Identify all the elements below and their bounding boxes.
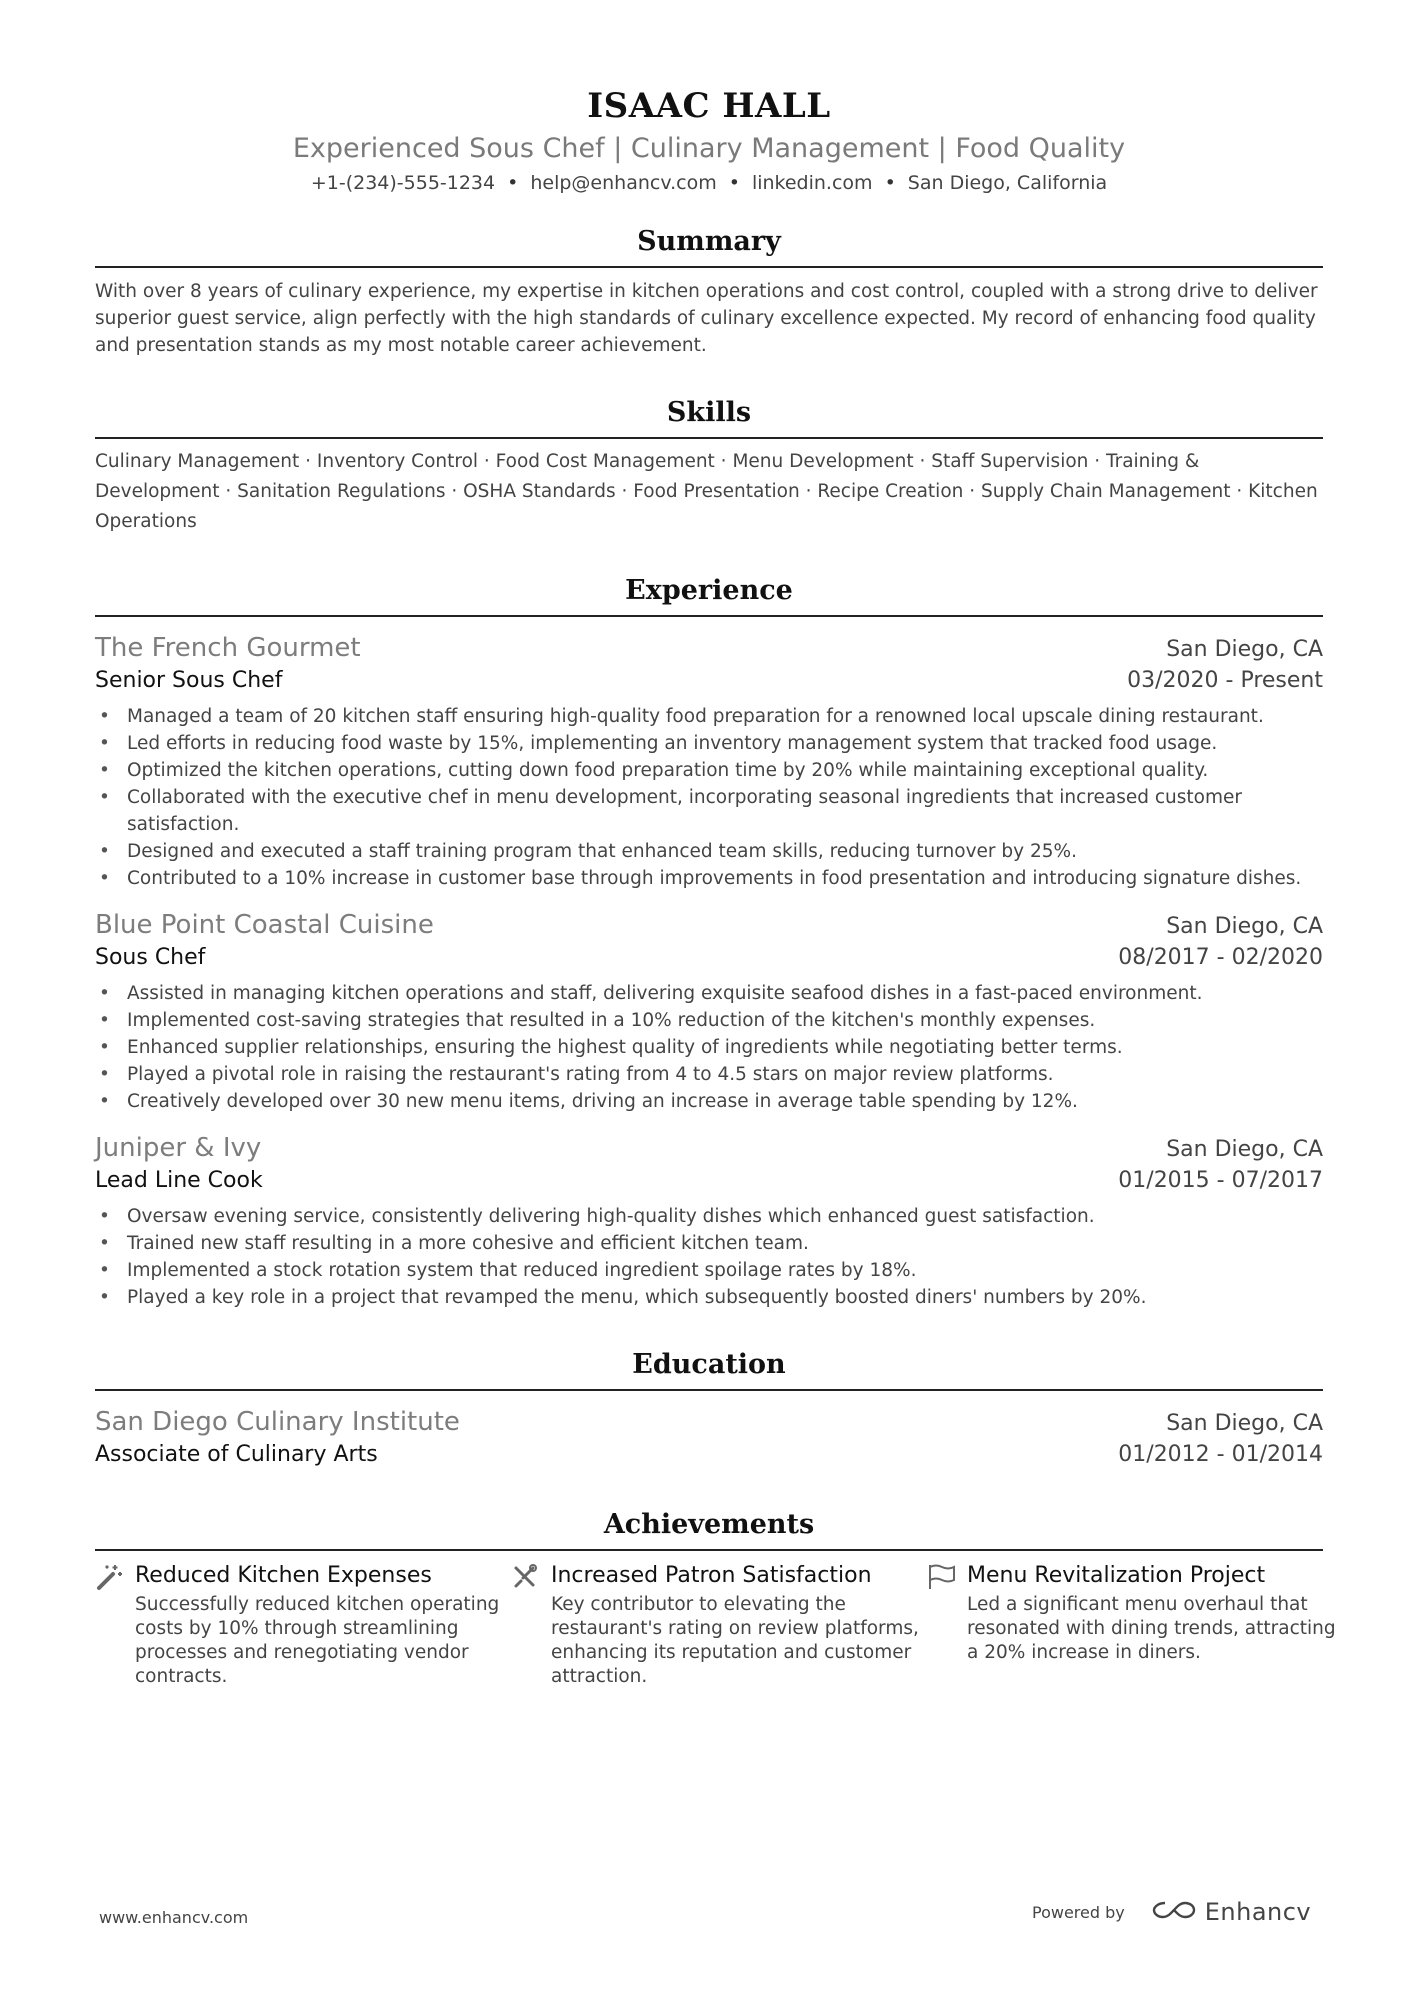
contact-phone: +1-(234)-555-1234	[310, 172, 496, 194]
job-company: The French Gourmet	[95, 633, 361, 663]
contact-linkedin: linkedin.com	[751, 172, 873, 194]
job-location: San Diego, CA	[1166, 637, 1323, 662]
job-dates: 03/2020 - Present	[1127, 668, 1323, 693]
job-entry	[95, 908, 1323, 1115]
education-dates: 01/2012 - 01/2014	[1118, 1442, 1323, 1467]
resume-header	[95, 0, 1323, 196]
summary-text: With over 8 years of culinary experience, my expertise in kitchen operations and cost control, coupled with a strong drive to deliver superior guest service, align perfectly with the high standards of culinary excellence expected. My record of enhancing food quality and presentation stands as my most notable career achievement.	[95, 281, 1318, 356]
section-title-skills: Skills	[95, 395, 1323, 439]
education-location: San Diego, CA	[1166, 1411, 1323, 1436]
skills-list: Culinary Management · Inventory Control · Food Cost Management · Menu Development · Staff Supervision · Training & Development · Sanitation Regulations · OSHA Standards · Food Presentation · Recipe Creation · Supply Chain Management · Kitchen Operations	[95, 451, 1318, 532]
education-entry	[95, 1405, 1323, 1471]
enhancv-logo-icon	[1151, 1898, 1197, 1926]
achievement-desc: Successfully reduced kitchen operating costs by 10% through streamlining processes and renegotiating vendor contracts.	[135, 1594, 500, 1687]
experience-section	[95, 573, 1323, 1311]
section-title-achievements: Achievements	[95, 1507, 1323, 1551]
skills-section	[95, 395, 1323, 537]
job-bullet: • Optimized the kitchen operations, cutting down food preparation time by 20% while maintaining exceptional quality.	[127, 757, 1323, 784]
achievement-item	[511, 1561, 927, 1689]
summary-section	[95, 224, 1323, 359]
candidate-tagline: Experienced Sous Chef | Culinary Management | Food Quality	[292, 133, 1126, 164]
job-role: Senior Sous Chef	[95, 668, 283, 693]
education-section	[95, 1347, 1323, 1471]
powered-by-label: Powered by	[1032, 1902, 1125, 1922]
job-entry	[95, 1131, 1323, 1311]
achievement-title: Menu Revitalization Project	[967, 1563, 1266, 1588]
section-title-education: Education	[95, 1347, 1323, 1391]
job-bullet: • Led efforts in reducing food waste by 15%, implementing an inventory management system that tracked food usage.	[127, 730, 1323, 757]
magic-wand-icon	[95, 1561, 135, 1689]
job-entry	[95, 631, 1323, 892]
brand-name: Enhancv	[1204, 1898, 1312, 1926]
job-bullet: • Collaborated with the executive chef in menu development, incorporating seasonal ingredients that increased customer satisfaction.	[127, 784, 1323, 838]
job-bullet: • Managed a team of 20 kitchen staff ensuring high-quality food preparation for a renowned local upscale dining restaurant.	[127, 703, 1323, 730]
candidate-name: ISAAC HALL	[587, 86, 831, 126]
achievements-section	[95, 1507, 1336, 1689]
section-title-experience: Experience	[95, 573, 1323, 617]
job-bullet: • Played a pivotal role in raising the restaurant's rating from 4 to 4.5 stars on major review platforms.	[127, 1061, 1323, 1088]
job-bullets	[95, 980, 1323, 1115]
separator-dot: •	[884, 172, 896, 194]
contact-email: help@enhancv.com	[530, 172, 717, 194]
separator-dot: •	[507, 172, 519, 194]
achievement-desc: Key contributor to elevating the restaurant's rating on review platforms, enhancing its reputation and customer attraction.	[551, 1594, 919, 1687]
achievements-list	[95, 1561, 1336, 1689]
job-bullet: • Played a key role in a project that revamped the menu, which subsequently boosted diners' numbers by 20%.	[127, 1284, 1323, 1311]
job-location: San Diego, CA	[1166, 914, 1323, 939]
job-location: San Diego, CA	[1166, 1137, 1323, 1162]
job-bullet: • Assisted in managing kitchen operations and staff, delivering exquisite seafood dishes in a fast-paced environment.	[127, 980, 1323, 1007]
flag-icon	[927, 1561, 967, 1689]
contact-location: San Diego, California	[907, 172, 1108, 194]
section-title-summary: Summary	[95, 224, 1323, 268]
job-company: Blue Point Coastal Cuisine	[95, 910, 434, 940]
achievement-item	[927, 1561, 1343, 1689]
job-role: Lead Line Cook	[95, 1168, 263, 1193]
education-school: San Diego Culinary Institute	[95, 1407, 460, 1437]
achievement-title: Reduced Kitchen Expenses	[135, 1563, 432, 1588]
achievement-item	[95, 1561, 511, 1689]
job-bullet: • Designed and executed a staff training program that enhanced team skills, reducing turnover by 25%.	[127, 838, 1323, 865]
resume-page	[95, 0, 1336, 1689]
job-bullet: • Creatively developed over 30 new menu items, driving an increase in average table spending by 12%.	[127, 1088, 1323, 1115]
separator-dot: •	[728, 172, 740, 194]
job-bullet: • Implemented a stock rotation system that reduced ingredient spoilage rates by 18%.	[127, 1257, 1323, 1284]
job-bullets	[95, 1203, 1323, 1311]
job-company: Juniper & Ivy	[95, 1133, 262, 1163]
job-bullets	[95, 703, 1323, 892]
education-degree: Associate of Culinary Arts	[95, 1442, 378, 1467]
job-dates: 08/2017 - 02/2020	[1118, 945, 1323, 970]
job-bullet: • Implemented cost-saving strategies that resulted in a 10% reduction of the kitchen's monthly expenses.	[127, 1007, 1323, 1034]
contact-line	[95, 170, 1323, 196]
job-bullet: • Trained new staff resulting in a more cohesive and efficient kitchen team.	[127, 1230, 1323, 1257]
job-role: Sous Chef	[95, 945, 206, 970]
job-bullet: • Oversaw evening service, consistently delivering high-quality dishes which enhanced guest satisfaction.	[127, 1203, 1323, 1230]
tools-icon	[511, 1561, 551, 1689]
achievement-desc: Led a significant menu overhaul that resonated with dining trends, attracting a 20% increase in diners.	[967, 1594, 1336, 1663]
achievement-title: Increased Patron Satisfaction	[551, 1563, 872, 1588]
job-bullet: • Contributed to a 10% increase in customer base through improvements in food presentation and introducing signature dishes.	[127, 865, 1323, 892]
job-bullet: • Enhanced supplier relationships, ensuring the highest quality of ingredients while negotiating better terms.	[127, 1034, 1323, 1061]
footer-branding	[1032, 1898, 1311, 1926]
job-dates: 01/2015 - 07/2017	[1118, 1168, 1323, 1193]
footer-website[interactable]: www.enhancv.com	[99, 1908, 249, 1927]
